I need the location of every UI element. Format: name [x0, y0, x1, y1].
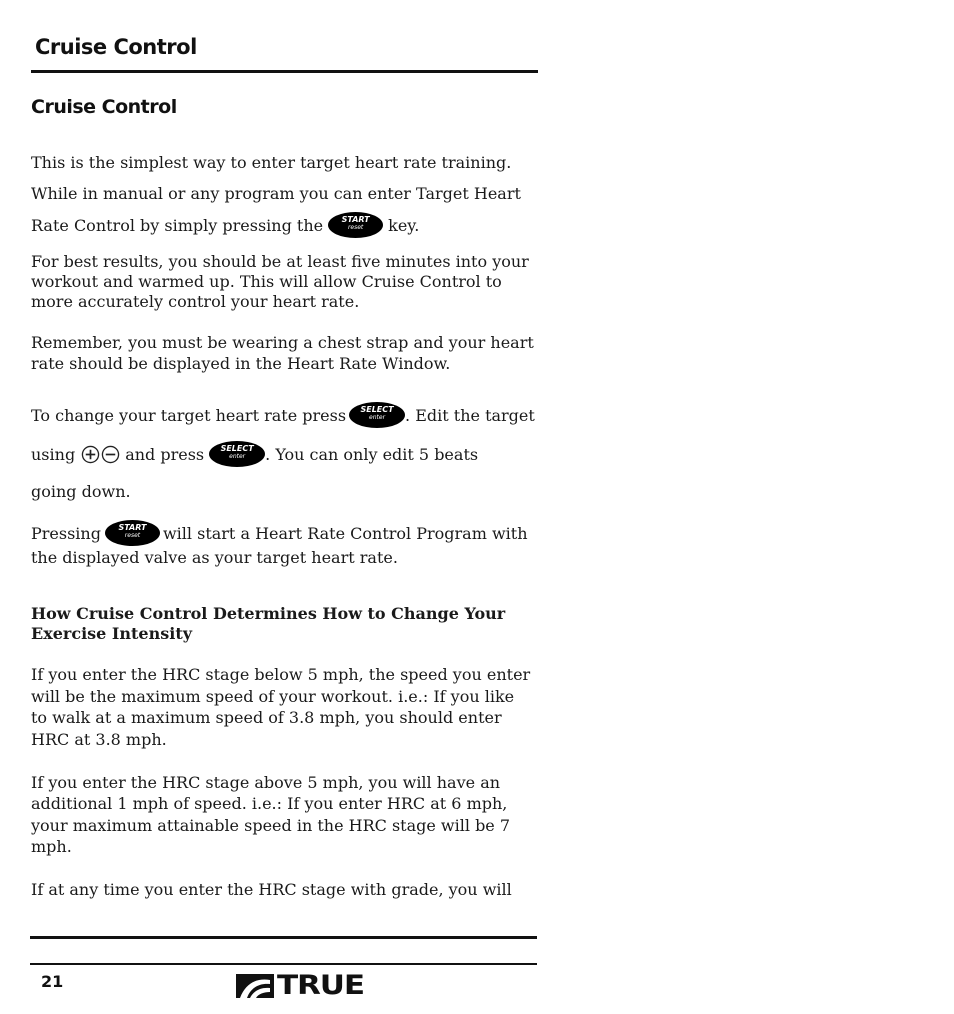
running-header: Cruise Control — [35, 35, 197, 59]
para5-line1-text: Pressing — [31, 523, 101, 543]
para4-line2-and-press: and press — [125, 444, 205, 464]
para1-line2: While in manual or any program you can enter Target Heart — [31, 184, 521, 203]
plus-circle-icon — [81, 445, 100, 464]
para1-line3-end: key. — [388, 215, 420, 235]
para2-line1: For best results, you should be at least five minutes into your — [31, 252, 529, 271]
para6-line2: will be the maximum speed of your workout. i.e.: If you like — [31, 687, 515, 706]
true-logo-mark-icon — [236, 974, 274, 998]
select-enter-key-icon: SELECT enter — [349, 402, 405, 428]
start-reset-key-icon-2: START reset — [105, 520, 160, 546]
para7-line4: mph. — [31, 837, 72, 856]
true-logo-text: TRUE — [277, 970, 364, 1001]
para2-line3: more accurately control your heart rate. — [31, 292, 360, 311]
para3-line2: rate should be displayed in the Heart Rate Window. — [31, 354, 451, 373]
para4-line2-using: using — [31, 444, 76, 464]
para6-line1: If you enter the HRC stage below 5 mph, the speed you enter — [31, 665, 531, 684]
para1-line3-text: Rate Control by simply pressing the — [31, 215, 324, 235]
subheading-line1: How Cruise Control Determines How to Change Your — [31, 604, 506, 623]
para7-line3: your maximum attainable speed in the HRC stage will be 7 — [31, 816, 511, 835]
para1-line1: This is the simplest way to enter target heart rate training. — [31, 153, 512, 172]
para4-line1-text: To change your target heart rate press — [31, 405, 347, 425]
subheading-line2: Exercise Intensity — [31, 624, 193, 643]
minus-circle-icon — [101, 445, 120, 464]
para4-line1 — [31, 402, 535, 428]
para4-line2 — [31, 441, 478, 467]
header-rule — [31, 70, 538, 73]
start-reset-key-icon: START reset — [328, 212, 383, 238]
para4-line1-end: . Edit the target — [405, 405, 535, 425]
para4-line3: going down. — [31, 482, 131, 501]
para6-line4: HRC at 3.8 mph. — [31, 730, 167, 749]
select-enter-key-icon-2: SELECT enter — [209, 441, 265, 467]
para7-line1: If you enter the HRC stage above 5 mph, you will have an — [31, 773, 501, 792]
para4-line2-end: . You can only edit 5 beats — [265, 444, 479, 464]
footer-rule-bottom — [30, 963, 537, 965]
para5-line1 — [31, 520, 528, 546]
para2-line2: workout and warmed up. This will allow Cruise Control to — [31, 272, 502, 291]
section-title: Cruise Control — [31, 96, 177, 118]
para6-line3: to walk at a maximum speed of 3.8 mph, you should enter — [31, 708, 502, 727]
page-number: 21 — [41, 972, 64, 991]
para3-line1: Remember, you must be wearing a chest strap and your heart — [31, 333, 534, 352]
para7-line2: additional 1 mph of speed. i.e.: If you enter HRC at 6 mph, — [31, 794, 508, 813]
true-logo — [236, 970, 390, 1001]
para5-line1-end: will start a Heart Rate Control Program with — [162, 523, 528, 543]
para8-line1: If at any time you enter the HRC stage with grade, you will — [31, 880, 512, 899]
footer-rule-top — [30, 936, 537, 939]
para1-line3 — [31, 212, 419, 238]
para5-line2: the displayed valve as your target heart rate. — [31, 548, 398, 567]
